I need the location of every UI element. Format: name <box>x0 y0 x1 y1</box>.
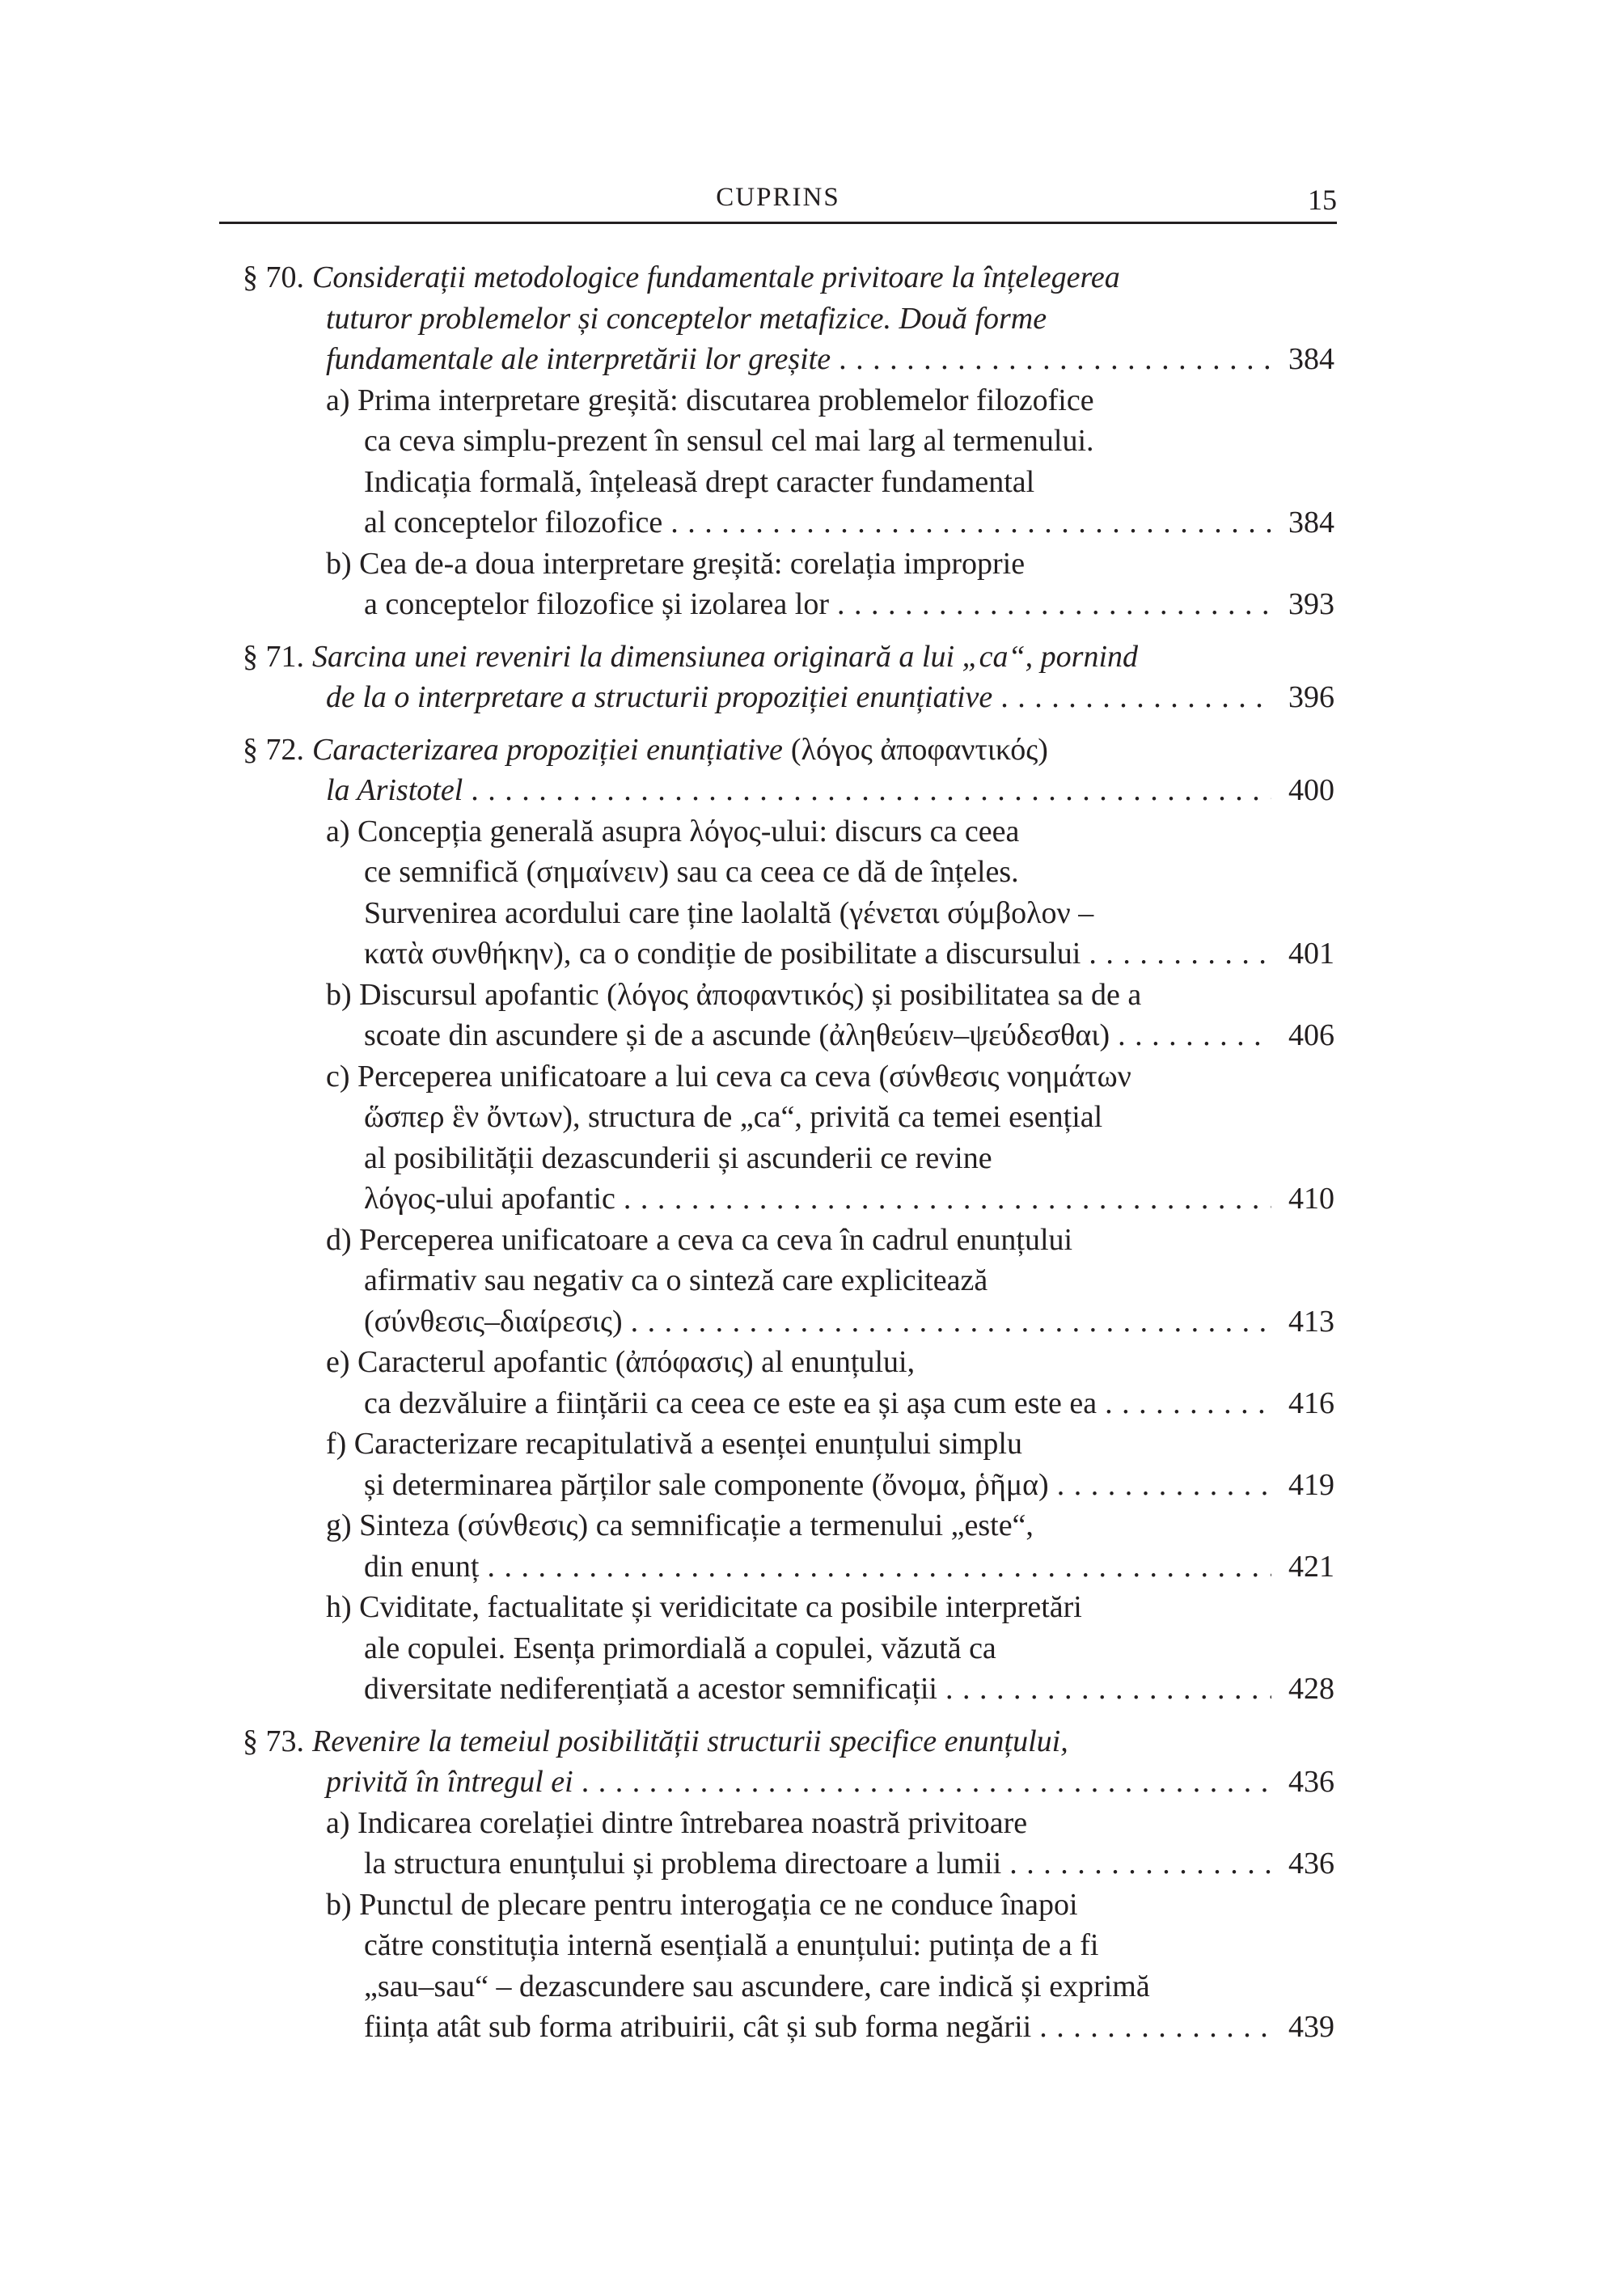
subsection-title: „sau–sau“ – dezascundere sau ascundere, care indică și exprimă <box>364 1969 1150 2003</box>
toc-line <box>243 380 1334 421</box>
toc-line <box>243 1424 1334 1465</box>
toc-entry-link[interactable] <box>243 502 1334 544</box>
toc-entry-link[interactable] <box>243 677 1334 718</box>
subsection-title: b) Discursul apofantic (λόγος ἀποφαντικός) și posibilitatea sa de a <box>326 977 1142 1012</box>
page-ref: 400 <box>1288 773 1334 807</box>
subsection-title: scoate din ascundere și de a ascunde (ἀληθεύειν–ψεύδεσθαι) <box>364 1018 1110 1052</box>
subsection-title: al conceptelor filozofice <box>364 506 663 539</box>
subsection-title: ce semnifică (σημαίνειν) sau ca ceea ce dă de înțeles. <box>364 855 1019 889</box>
toc-line <box>243 1138 1334 1179</box>
subsection-title: h) Cviditate, factualitate și veridicitate ca posibile interpretări <box>326 1590 1082 1624</box>
toc-line <box>243 1885 1334 1926</box>
page-ref: 436 <box>1288 1765 1334 1799</box>
subsection-title: Survenirea acordului care ține laolaltă (γένεται σύμβολον – <box>364 895 1094 930</box>
greek-term: (λόγος ἀποφαντικός) <box>790 732 1048 767</box>
subsection-title: afirmativ sau negativ ca o sinteză care explicitează <box>364 1263 988 1297</box>
subsection-title: (σύνθεσις–διαίρεσις) <box>364 1304 623 1339</box>
toc-entry-link[interactable] <box>243 1762 1334 1803</box>
dot-leader <box>471 770 1271 811</box>
toc-entry-link[interactable] <box>243 1178 1334 1220</box>
toc-line <box>243 1628 1334 1669</box>
toc-line <box>243 1342 1334 1383</box>
toc-entry-link[interactable] <box>243 1383 1334 1424</box>
subsection-title: ale copulei. Esența primordială a copulei, văzută ca <box>364 1631 996 1665</box>
subsection-title: λόγος-ului apofantic <box>364 1182 615 1216</box>
toc-entry-link[interactable] <box>243 1015 1334 1056</box>
subsection-title: g) Sinteza (σύνθεσις) ca semnificație a termenului „este“, <box>326 1508 1034 1542</box>
subsection-title: din enunț <box>364 1549 480 1584</box>
page-ref: 401 <box>1288 937 1334 971</box>
subsection-title: a conceptelor filozofice și izolarea lor <box>364 587 829 621</box>
toc-entry-link[interactable] <box>243 770 1334 811</box>
running-head <box>219 183 1337 218</box>
toc-line <box>243 544 1334 585</box>
toc-line <box>243 730 1334 771</box>
dot-leader <box>487 1546 1271 1588</box>
subsection-title: c) Perceperea unificatoare a lui ceva ca ceva (σύνθεσις νοημάτων <box>326 1059 1131 1094</box>
toc-line <box>243 257 1334 298</box>
subsection-title: f) Caracterizare recapitulativă a esenței enunțului simplu <box>326 1427 1022 1461</box>
section-title: Sarcina unei reveniri la dimensiunea originară a lui „ca“, pornind <box>312 639 1139 674</box>
toc-entry-link[interactable] <box>243 2007 1334 2048</box>
section-number: § 73. <box>243 1724 304 1758</box>
table-of-contents <box>243 257 1334 2059</box>
page-ref: 428 <box>1288 1672 1334 1706</box>
toc-entry-link[interactable] <box>243 1465 1334 1506</box>
section-title: tuturor problemelor și conceptelor metafizice. Două forme <box>326 301 1047 336</box>
dot-leader <box>1057 1465 1271 1506</box>
subsection-title: ὥσπερ ἓν ὄντων), structura de „ca“, privită ca temei esențial <box>364 1100 1103 1134</box>
subsection-title: b) Punctul de plecare pentru interogația ce ne conduce înapoi <box>326 1887 1078 1922</box>
subsection-title: și determinarea părților sale componente (ὄνομα, ῥῆμα) <box>364 1467 1049 1502</box>
section-title: privită în întregul ei <box>326 1765 573 1799</box>
page-ref: 384 <box>1288 342 1334 376</box>
dot-leader <box>670 502 1271 544</box>
toc-section-73 <box>243 1721 1334 2048</box>
dot-leader <box>582 1762 1271 1803</box>
subsection-title: a) Indicarea corelației dintre întrebarea noastră privitoare <box>326 1805 1028 1840</box>
toc-line <box>243 1721 1334 1762</box>
page-ref: 413 <box>1288 1304 1334 1339</box>
section-title: Revenire la temeiul posibilității structurii specifice enunțului, <box>312 1724 1068 1758</box>
toc-line <box>243 1925 1334 1966</box>
page-ref: 436 <box>1288 1847 1334 1881</box>
toc-entry-link[interactable] <box>243 1843 1334 1885</box>
toc-line <box>243 975 1334 1016</box>
subsection-title: către constituția internă esențială a enunțului: putința de a fi <box>364 1928 1099 1962</box>
section-number: § 72. <box>243 732 304 767</box>
section-title: Caracterizarea propoziției enunțiative <box>312 732 783 767</box>
dot-leader <box>1089 933 1271 975</box>
header-rule <box>219 222 1337 224</box>
section-number: § 71. <box>243 639 304 674</box>
subsection-title: ființa atât sub forma atribuirii, cât și sub forma negării <box>364 2010 1032 2044</box>
section-title: de la o interpretare a structurii propoziției enunțiative <box>326 680 993 714</box>
page-ref: 421 <box>1288 1549 1334 1584</box>
toc-line <box>243 1097 1334 1138</box>
toc-entry-link[interactable] <box>243 1301 1334 1343</box>
toc-entry-link[interactable] <box>243 1669 1334 1710</box>
dot-leader <box>839 339 1271 380</box>
toc-line <box>243 1056 1334 1098</box>
subsection-title: diversitate nediferențiată a acestor semnificații <box>364 1672 937 1706</box>
subsection-title: d) Perceperea unificatoare a ceva ca ceva în cadrul enunțului <box>326 1222 1073 1257</box>
toc-line <box>243 1966 1334 2007</box>
toc-line <box>243 852 1334 893</box>
toc-line <box>243 1220 1334 1261</box>
running-title: CUPRINS <box>716 183 840 212</box>
subsection-title: ca dezvăluire a ființării ca ceea ce este ea și așa cum este ea <box>364 1386 1097 1420</box>
dot-leader <box>1000 677 1271 718</box>
subsection-title: ca ceva simplu-prezent în sensul cel mai larg al termenului. <box>364 424 1094 458</box>
page-ref: 406 <box>1288 1018 1334 1052</box>
page-ref: 439 <box>1288 2010 1334 2044</box>
page-ref: 416 <box>1288 1386 1334 1420</box>
toc-line <box>243 462 1334 503</box>
page-ref: 396 <box>1288 680 1334 714</box>
dot-leader <box>837 584 1271 625</box>
toc-line <box>243 893 1334 934</box>
toc-entry-link[interactable] <box>243 584 1334 625</box>
page-ref: 384 <box>1288 506 1334 539</box>
toc-entry-link[interactable] <box>243 339 1334 380</box>
section-number: § 70. <box>243 260 304 294</box>
dot-leader <box>624 1178 1271 1220</box>
page-ref: 410 <box>1288 1182 1334 1216</box>
toc-line <box>243 811 1334 852</box>
toc-line <box>243 421 1334 462</box>
dot-leader <box>631 1301 1271 1343</box>
toc-line <box>243 1505 1334 1546</box>
toc-line <box>243 1260 1334 1301</box>
subsection-title: a) Concepția generală asupra λόγος-ului: discurs ca ceea <box>326 814 1020 848</box>
section-title: la Aristotel <box>326 773 463 807</box>
toc-entry-link[interactable] <box>243 1546 1334 1588</box>
toc-section-71 <box>243 637 1334 718</box>
toc-line <box>243 298 1334 340</box>
toc-section-70 <box>243 257 1334 625</box>
section-title: Considerații metodologice fundamentale privitoare la înțelegerea <box>312 260 1120 294</box>
section-title: fundamentale ale interpretării lor greșite <box>326 342 831 376</box>
subsection-title: a) Prima interpretare greșită: discutarea problemelor filozofice <box>326 383 1094 417</box>
toc-line <box>243 1803 1334 1844</box>
dot-leader <box>1009 1843 1271 1885</box>
subsection-title: al posibilității dezascunderii și ascunderii ce revine <box>364 1140 992 1175</box>
subsection-title: Indicația formală, înțeleasă drept caracter fundamental <box>364 464 1035 499</box>
toc-section-72 <box>243 730 1334 1710</box>
subsection-title: la structura enunțului și problema directoare a lumii <box>364 1847 1002 1881</box>
page-number: 15 <box>1308 184 1337 216</box>
page-ref: 419 <box>1288 1467 1334 1502</box>
subsection-title: b) Cea de-a doua interpretare greșită: corelația improprie <box>326 546 1026 581</box>
dot-leader <box>945 1669 1271 1710</box>
dot-leader <box>1039 2007 1271 2048</box>
toc-line <box>243 637 1334 678</box>
subsection-title: κατὰ συνθήκην), ca o condiție de posibilitate a discursului <box>364 937 1081 971</box>
toc-entry-link[interactable] <box>243 933 1334 975</box>
page-ref: 393 <box>1288 587 1334 621</box>
dot-leader <box>1105 1383 1271 1424</box>
dot-leader <box>1118 1015 1271 1056</box>
toc-line <box>243 1587 1334 1628</box>
subsection-title: e) Caracterul apofantic (ἀπόφασις) al enunțului, <box>326 1345 916 1379</box>
